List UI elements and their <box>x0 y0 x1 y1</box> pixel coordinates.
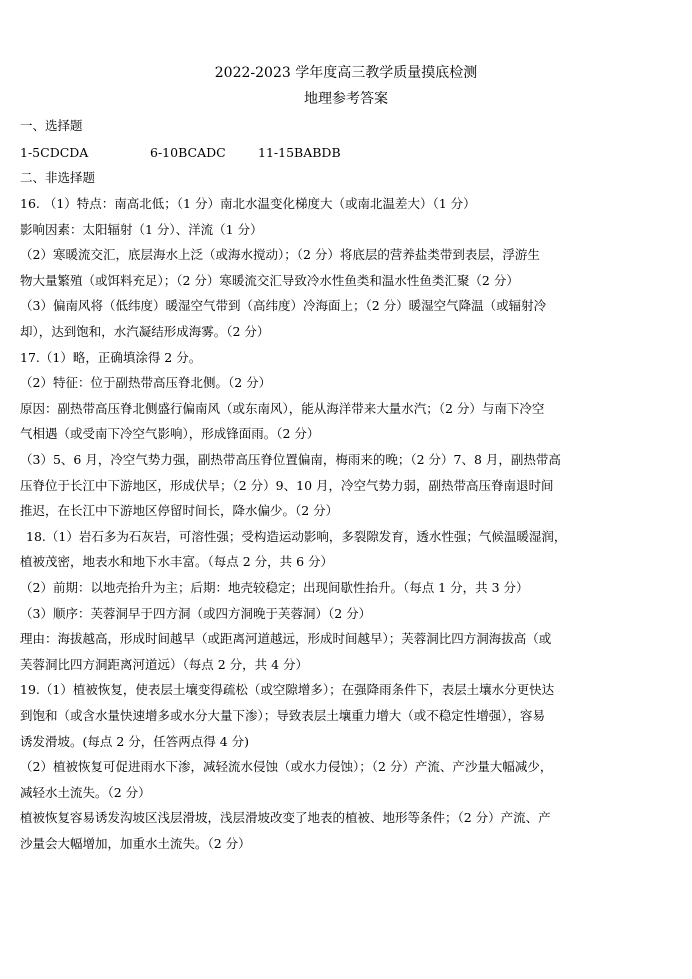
answer-line: 原因：副热带高压脊北侧盛行偏南风（或东南风），能从海洋带来大量水汽；（2 分）与南下冷空 <box>20 401 545 416</box>
answer-line: 17.（1）略，正确填涂得 2 分。 <box>20 350 202 365</box>
section-heading-choice: 一、选择题 <box>20 118 83 133</box>
choice-answers-11-15: 11-15BABDB <box>258 145 341 160</box>
answer-line: （2）植被恢复可促进雨水下渗，减轻流水侵蚀（或水力侵蚀）；（2 分）产流、产沙量大幅减少， <box>20 759 553 774</box>
answer-line: （3）5、6 月，冷空气势力强，副热带高压脊位置偏南，梅雨来的晚；（2 分）7、8 月，副热带高 <box>20 452 561 467</box>
answer-line: 植被恢复容易诱发沟坡区浅层滑坡，浅层滑坡改变了地表的植被、地形等条件；（2 分）产流、产 <box>20 810 551 825</box>
answer-line: 芙蓉洞比四方洞距离河道远）（每点 2 分，共 4 分） <box>20 657 309 672</box>
answer-line: 19.（1）植被恢复，使表层土壤变得疏松（或空隙增多）；在强降雨条件下，表层土壤水分更快达 <box>20 682 555 697</box>
answer-line: 气相遇（或受南下冷空气影响），形成锋面雨。（2 分） <box>20 426 320 441</box>
answer-line: 物大量繁殖（或饵料充足）；（2 分）寒暖流交汇导致冷水性鱼类和温水性鱼类汇聚（2 分） <box>20 273 519 288</box>
page-subtitle: 地理参考答案 <box>304 91 388 107</box>
answer-line: （2）特征：位于副热带高压脊北侧。（2 分） <box>20 375 272 390</box>
answer-line: 减轻水土流失。（2 分） <box>20 785 151 800</box>
choice-answers-1-5: 1-5CDCDA <box>20 145 89 160</box>
answer-line: 到饱和（或含水量快速增多或水分大量下渗）；导致表层土壤重力增大（或不稳定性增强），容易 <box>20 708 546 723</box>
answer-line: 推迟，在长江中下游地区停留时间长，降水偏少。（2 分） <box>20 503 339 518</box>
answer-line: （3）偏南风将（低纬度）暖湿空气带到（高纬度）冷海面上；（2 分）暖湿空气降温（或辐射冷 <box>20 298 547 313</box>
answer-line: 影响因素：太阳辐射（1 分）、洋流（1 分） <box>20 222 263 237</box>
choice-answers-6-10: 6-10BCADC <box>150 145 226 160</box>
section-heading-nonchoice: 二、非选择题 <box>20 170 96 185</box>
answer-line: 沙量会大幅增加，加重水土流失。（2 分） <box>20 836 251 851</box>
answer-line: 却），达到饱和，水汽凝结形成海雾。（2 分） <box>20 324 270 339</box>
answer-line: 植被茂密，地表水和地下水丰富。（每点 2 分，共 6 分） <box>20 554 334 569</box>
answer-line: 压脊位于长江中下游地区，形成伏旱；（2 分）9、10 月，冷空气势力弱，副热带高压脊南退时间 <box>20 478 554 493</box>
answer-line: 理由：海拔越高，形成时间越早（或距离河道越远，形成时间越早）；芙蓉洞比四方洞海拔高（或 <box>20 631 552 646</box>
answer-line: （2）前期：以地壳抬升为主；后期：地壳较稳定；出现间歇性抬升。（每点 1 分，共 3 分） <box>20 580 529 595</box>
page-title: 2022-2023 学年度高三教学质量摸底检测 <box>214 65 478 81</box>
answer-line: 诱发滑坡。(每点 2 分，任答两点得 4 分) <box>20 734 250 749</box>
answer-line: 16. （1）特点：南高北低；（1 分）南北水温变化梯度大（或南北温差大）（1 分） <box>20 196 476 211</box>
answer-line: 18.（1）岩石多为石灰岩，可溶性强；受构造运动影响，多裂隙发育，透水性强；气候温暖湿润， <box>26 529 567 544</box>
answer-line: （3）顺序：芙蓉洞早于四方洞（或四方洞晚于芙蓉洞）（2 分） <box>20 606 372 621</box>
answer-line: （2）寒暖流交汇，底层海水上泛（或海水搅动）；（2 分）将底层的营养盐类带到表层，浮游生 <box>20 247 540 262</box>
